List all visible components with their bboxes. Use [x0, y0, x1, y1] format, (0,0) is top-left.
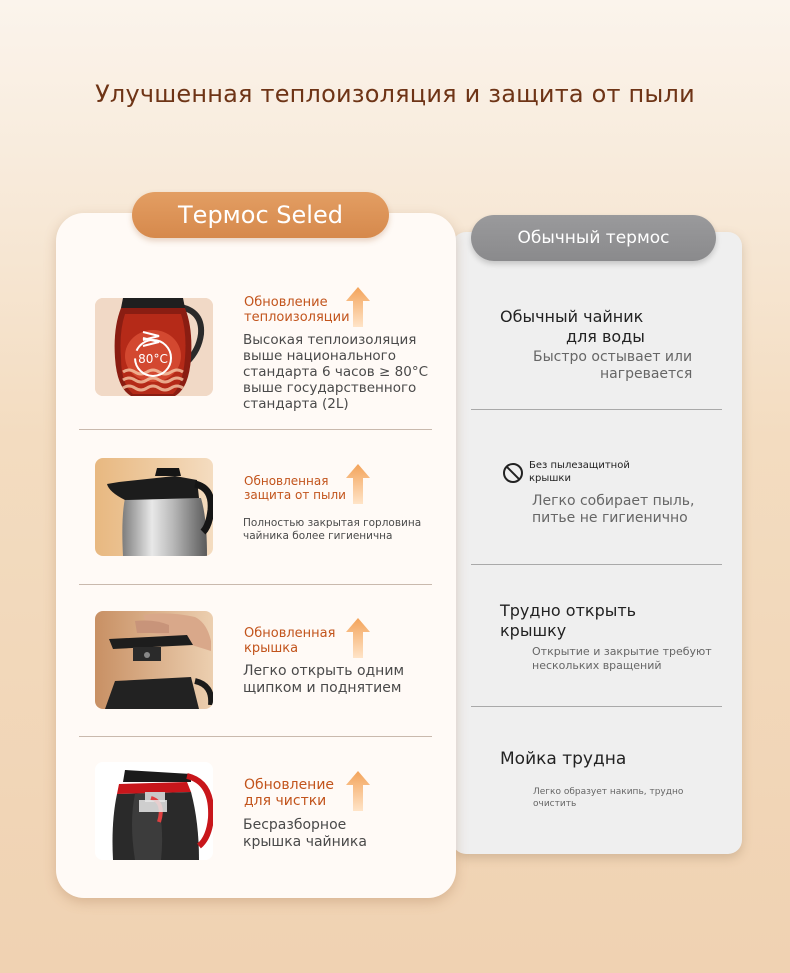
divider [471, 564, 722, 565]
lid-opening-image [95, 611, 213, 709]
regular-thermos-badge: Обычный термос [471, 215, 716, 261]
upgrade-arrow-icon [346, 771, 370, 811]
regular-item-title: Мойка трудна [500, 749, 627, 769]
regular-item-desc: Легко образует накипь, трудно очистить [533, 787, 684, 809]
regular-item-desc: Открытие и закрытие требуют нескольких вращений [532, 645, 712, 672]
feature-desc: Бесразборное крышка чайника [243, 817, 367, 850]
divider [471, 409, 722, 410]
seled-thermos-badge: Термос Seled [132, 192, 389, 238]
prohibited-icon [502, 462, 524, 484]
dust-lid-kettle-image [95, 458, 213, 556]
regular-item-desc: Быстро остывает или нагревается [533, 349, 693, 382]
regular-item-title: Обычный чайник для воды [500, 307, 645, 346]
page-title: Улучшенная теплоизоляция и защита от пыли [95, 80, 695, 108]
feature-desc: Легко открыть одним щипком и поднятием [243, 663, 404, 696]
regular-item-title: Без пылезащитной крышки [529, 460, 630, 484]
upgrade-arrow-icon [346, 287, 370, 327]
feature-title: Обновленная крышка [244, 626, 336, 656]
temperature-label: 80°C [138, 352, 168, 366]
feature-title: Обновленная защита от пыли [244, 474, 346, 502]
divider [79, 584, 432, 585]
feature-desc: Полностью закрытая горловина чайника более гигиенична [243, 517, 422, 542]
regular-item-title: Трудно открыть крышку [500, 601, 637, 640]
upgrade-arrow-icon [346, 464, 370, 504]
insulation-kettle-image [95, 298, 213, 396]
feature-desc: Высокая теплоизоляция выше национального стандарта 6 часов ≥ 80°C выше государственного стандарта (2L) [243, 332, 429, 412]
regular-item-desc: Легко собирает пыль, питье не гигиенично [532, 493, 695, 526]
divider [79, 736, 432, 737]
divider [79, 429, 432, 430]
upgrade-arrow-icon [346, 618, 370, 658]
feature-title: Обновление для чистки [244, 777, 335, 809]
feature-title: Обновление теплоизоляции [244, 295, 350, 325]
divider [471, 706, 722, 707]
cleaning-kettle-image [95, 762, 213, 860]
